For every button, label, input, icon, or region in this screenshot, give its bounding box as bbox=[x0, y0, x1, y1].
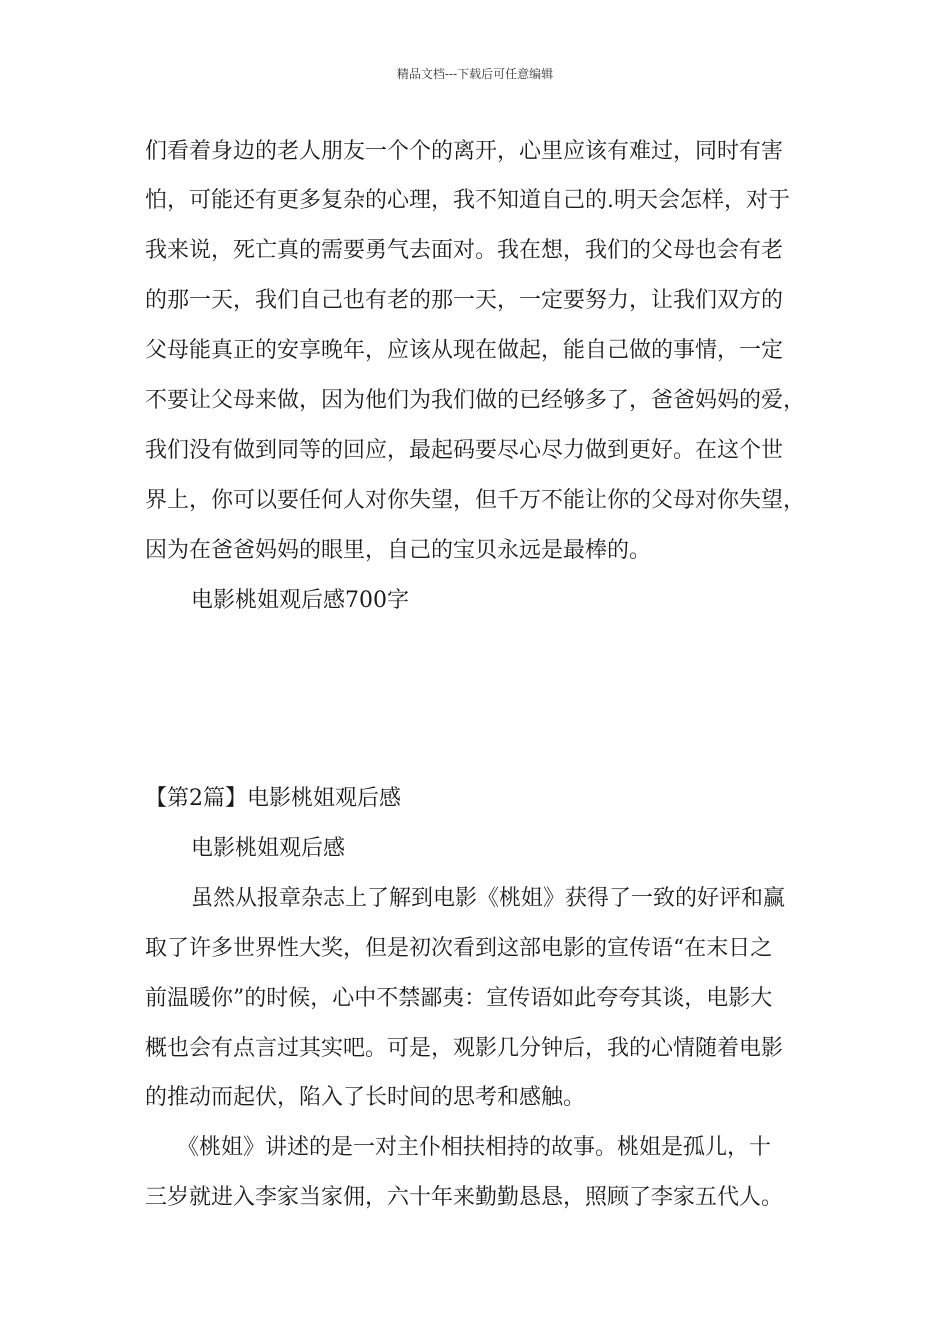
article-title: 电影桃姐观后感 bbox=[191, 836, 346, 861]
paragraph-line: 虽然从报章杂志上了解到电影《桃姐》获得了一致的好评和赢 bbox=[191, 886, 786, 911]
paragraph-line: 《桃姐》讲述的是一对主仆相扶相持的故事。桃姐是孤儿，十 bbox=[177, 1135, 772, 1160]
paragraph-line: 界上，你可以要任何人对你失望，但千万不能让你的父母对你失望， bbox=[145, 488, 806, 513]
paragraph-line: 们看着身边的老人朋友一个个的离开，心里应该有难过，同时有害 bbox=[145, 139, 784, 164]
paragraph-line: 我们没有做到同等的回应，最起码要尽心尽力做到更好。在这个世 bbox=[145, 438, 784, 463]
paragraph-line: 不要让父母来做，因为他们为我们做的已经够多了，爸爸妈妈的爱， bbox=[145, 388, 806, 413]
paragraph-line: 因为在爸爸妈妈的眼里，自己的宝贝永远是最棒的。 bbox=[145, 538, 652, 563]
paragraph-line: 的推动而起伏，陷入了长时间的思考和感触。 bbox=[145, 1085, 586, 1110]
paragraph-line: 概也会有点言过其实吧。可是，观影几分钟后，我的心情随着电影 bbox=[145, 1036, 784, 1061]
section-heading: 【第2篇】电影桃姐观后感 bbox=[145, 786, 401, 811]
section-subtitle: 电影桃姐观后感700字 bbox=[191, 588, 409, 613]
paragraph-line: 的那一天，我们自己也有老的那一天，一定要努力，让我们双方的 bbox=[145, 288, 784, 313]
paragraph-line: 三岁就进入李家当家佣，六十年来勤勤恳恳，照顾了李家五代人。 bbox=[145, 1185, 784, 1210]
paragraph-line: 取了许多世界性大奖，但是初次看到这部电影的宣传语“在末日之 bbox=[145, 936, 773, 961]
paragraph-line: 父母能真正的安享晚年，应该从现在做起，能自己做的事情，一定 bbox=[145, 338, 784, 363]
paragraph-line: 前温暖你”的时候，心中不禁鄙夷：宣传语如此夸夸其谈，电影大 bbox=[145, 986, 773, 1011]
page-header: 精品文档---下载后可任意编辑 bbox=[396, 67, 554, 81]
paragraph-line: 怕，可能还有更多复杂的心理，我不知道自己的.明天会怎样，对于 bbox=[145, 188, 790, 213]
paragraph-line: 我来说，死亡真的需要勇气去面对。我在想，我们的父母也会有老 bbox=[145, 238, 784, 263]
